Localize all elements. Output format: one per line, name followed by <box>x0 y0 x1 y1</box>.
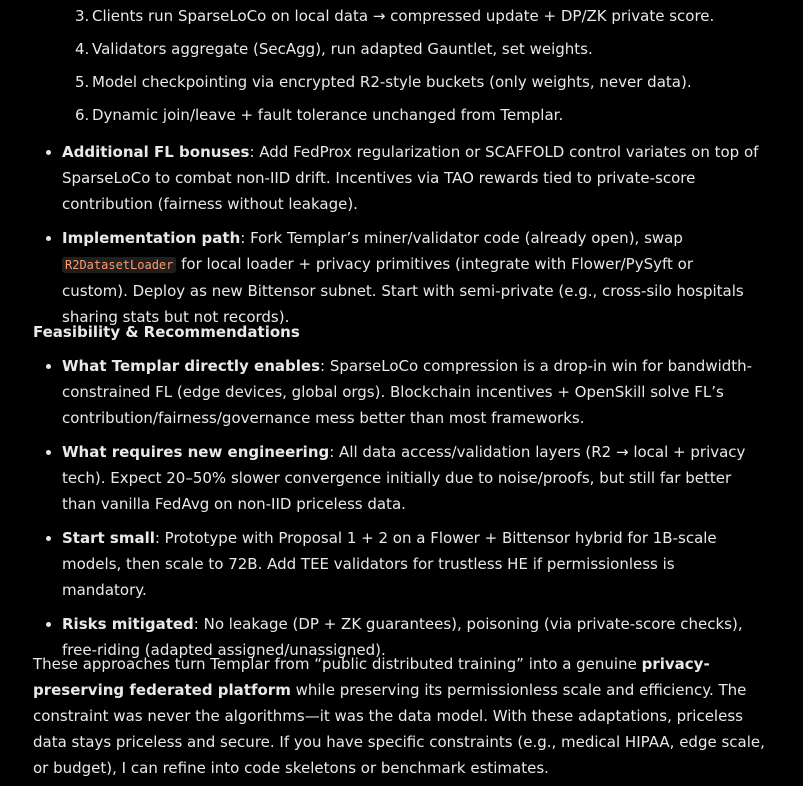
bullet-lead: Start small <box>62 529 155 547</box>
list-item <box>46 525 761 603</box>
bullet-text: : Fork Templar’s miner/validator code (already open), swap <box>240 229 683 247</box>
bullet-lead: Implementation path <box>62 229 241 247</box>
step-text: Validators aggregate (SecAgg), run adapted Gauntlet, set weights. <box>92 40 593 58</box>
closing-text: These approaches turn Templar from “public distributed training” into a genuine <box>33 655 642 673</box>
step-text: Dynamic join/leave + fault tolerance unchanged from Templar. <box>92 106 564 124</box>
bullet-text: : Add FedProx regularization or SCAFFOLD control variates on top of SparseLoCo to combat non-IID drift. Incentives via TAO rewards tied to private-score contribution (fairness without leakage). <box>62 143 759 213</box>
step-text: Clients run SparseLoCo on local data → compressed update + DP/ZK private score. <box>92 7 715 25</box>
feasibility-list <box>46 353 761 671</box>
step-text: Model checkpointing via encrypted R2-style buckets (only weights, never data). <box>92 73 692 91</box>
fl-bullets-list <box>46 139 761 338</box>
step-number: 5. <box>75 73 90 91</box>
bullet-lead: What Templar directly enables <box>62 357 321 375</box>
closing-emphasis: privacy-preserving federated platform <box>33 655 710 699</box>
list-item-fl-bonuses <box>46 139 761 217</box>
step-item <box>75 102 795 135</box>
bullet-lead: What requires new engineering <box>62 443 330 461</box>
bullet-text: : SparseLoCo compression is a drop-in win for bandwidth-constrained FL (edge devices, global orgs). Blockchain incentives + OpenSkill solve FL’s contribution/fairness/governance mess better than most frameworks. <box>62 357 753 427</box>
closing-text-continued: while preserving its permissionless scale and efficiency. The constraint was never the algorithms—it was the data model. With these adaptations, priceless data stays priceless and secure. If you have specific constraints (e.g., medical HIPAA, edge scale, or budget), I can refine into code skeletons or benchmark estimates. <box>33 681 765 777</box>
bullet-text: : All data access/validation layers (R2 → local + privacy tech). Expect 20–50% slower convergence initially due to noise/proofs, but still far better than vanilla FedAvg on non-IID priceless data. <box>62 443 746 513</box>
step-number: 4. <box>75 40 90 58</box>
step-item <box>75 36 795 69</box>
bullet-text-continued: for local loader + privacy primitives (integrate with Flower/PySyft or custom). Deploy as new Bittensor subnet. Start with semi-private (e.g., cross-silo hospitals sharing stats but not records). <box>62 255 744 326</box>
bullet-text: : Prototype with Proposal 1 + 2 on a Flower + Bittensor hybrid for 1B-scale models, then scale to 72B. Add TEE validators for trustless HE if permissionless is mandatory. <box>62 529 717 599</box>
step-item <box>75 3 795 36</box>
bullet-text: : No leakage (DP + ZK guarantees), poisoning (via private-score checks), free-riding (adapted assigned/unassigned). <box>62 615 743 659</box>
bullet-lead: Additional FL bonuses <box>62 143 250 161</box>
list-item <box>46 439 761 517</box>
numbered-steps-list <box>75 3 795 135</box>
inline-code: R2DatasetLoader <box>62 257 176 273</box>
bullet-lead: Risks mitigated <box>62 615 194 633</box>
section-heading: Feasibility & Recommendations <box>33 323 300 341</box>
step-item <box>75 69 795 102</box>
closing-paragraph <box>33 651 768 781</box>
step-number: 3. <box>75 7 90 25</box>
list-item <box>46 353 761 431</box>
step-number: 6. <box>75 106 90 124</box>
list-item-implementation-path <box>46 225 761 330</box>
